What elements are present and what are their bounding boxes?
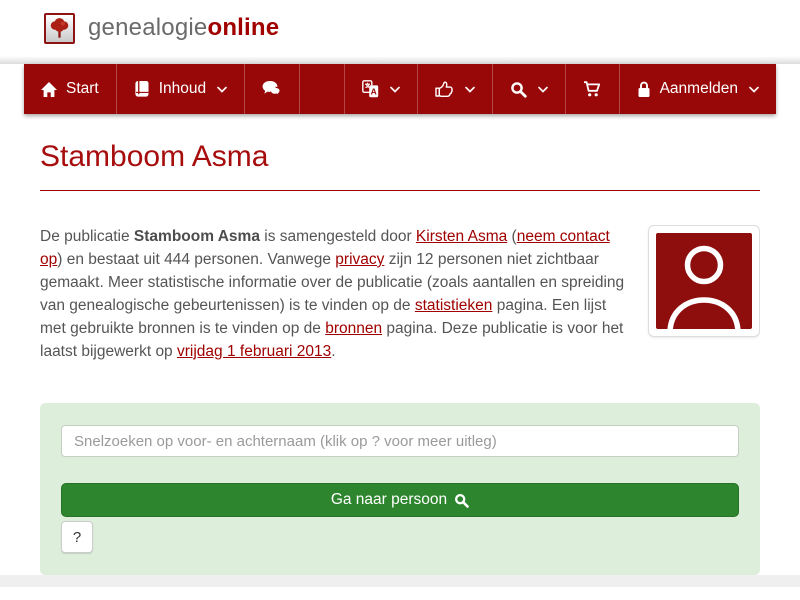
chevron-down-icon	[538, 86, 548, 93]
privacy-link[interactable]: privacy	[335, 251, 385, 268]
home-icon	[41, 82, 57, 97]
nav-aanmelden[interactable]	[620, 64, 776, 114]
intro-text: De publicatie	[40, 228, 134, 245]
brand-title[interactable]	[88, 14, 279, 42]
nav-inhoud-label: Inhoud	[158, 80, 207, 97]
brand-gray: genealogie	[88, 14, 208, 41]
cart-icon	[583, 81, 602, 98]
page-title: Stamboom Asma	[40, 140, 269, 173]
title-divider	[40, 190, 760, 191]
chevron-down-icon	[465, 86, 475, 93]
quick-search-input[interactable]	[61, 425, 739, 457]
go-to-person-button[interactable]	[61, 483, 739, 517]
search-icon	[454, 493, 469, 508]
lock-icon	[637, 81, 651, 98]
chevron-down-icon	[217, 86, 227, 93]
chevron-down-icon	[749, 86, 759, 93]
translate-icon	[362, 80, 379, 98]
intro-text: is samengesteld door	[259, 228, 416, 245]
intro-text: (	[507, 228, 517, 245]
go-button-label: Ga naar persoon	[330, 491, 448, 508]
chevron-down-icon	[390, 86, 400, 93]
site-header	[0, 0, 800, 56]
header-divider	[0, 56, 800, 64]
nav-language[interactable]	[345, 64, 418, 114]
svg-text:A: A	[370, 86, 377, 97]
contact-link[interactable]: neem contact op	[40, 228, 610, 268]
nav-messages[interactable]	[245, 64, 300, 114]
intro-text: ) en bestaat uit 444 personen. Vanwege	[57, 251, 336, 268]
nav-cart[interactable]	[566, 64, 620, 114]
nav-start-label: Start	[66, 80, 99, 97]
nav-inhoud[interactable]	[117, 64, 245, 114]
intro-text: zijn 12 personen niet zichtbaar gemaakt. Meer statistische informatie over de publicatie (zoals aantallen en spreiding van genealogische gebeurtenissen) is te vinden op de	[40, 251, 625, 314]
brand-red: online	[207, 14, 280, 41]
book-icon	[134, 81, 150, 97]
nav-recommend[interactable]	[418, 64, 493, 114]
nav-start[interactable]	[24, 64, 117, 114]
publication-name: Stamboom Asma	[133, 228, 260, 245]
footer-strip	[0, 575, 800, 587]
main-content	[0, 114, 800, 363]
intro-text: .	[331, 343, 336, 360]
nav-search[interactable]	[493, 64, 566, 114]
intro-paragraph	[40, 225, 632, 363]
nav-spacer	[300, 64, 344, 114]
search-help-button[interactable]: ?	[61, 521, 93, 553]
person-silhouette-icon	[656, 233, 752, 329]
main-navbar	[24, 64, 776, 114]
tree-logo-icon[interactable]	[44, 13, 75, 44]
last-updated-link[interactable]: vrijdag 1 februari 2013	[177, 343, 332, 360]
thumbs-up-icon	[435, 81, 454, 98]
nav-aanmelden-label: Aanmelden	[659, 80, 738, 97]
statistieken-link[interactable]: statistieken	[414, 297, 493, 314]
quick-search-panel	[40, 403, 760, 575]
publication-avatar[interactable]	[648, 225, 760, 337]
search-icon	[510, 81, 527, 98]
intro-section	[40, 225, 760, 363]
author-link[interactable]: Kirsten Asma	[415, 228, 508, 245]
chat-icon	[262, 81, 282, 97]
intro-text: pagina. Een lijst met gebruikte bronnen is te vinden op de	[40, 297, 607, 337]
bronnen-link[interactable]: bronnen	[325, 320, 383, 337]
intro-text: pagina. Deze publicatie is voor het laatst bijgewerkt op	[40, 320, 624, 360]
